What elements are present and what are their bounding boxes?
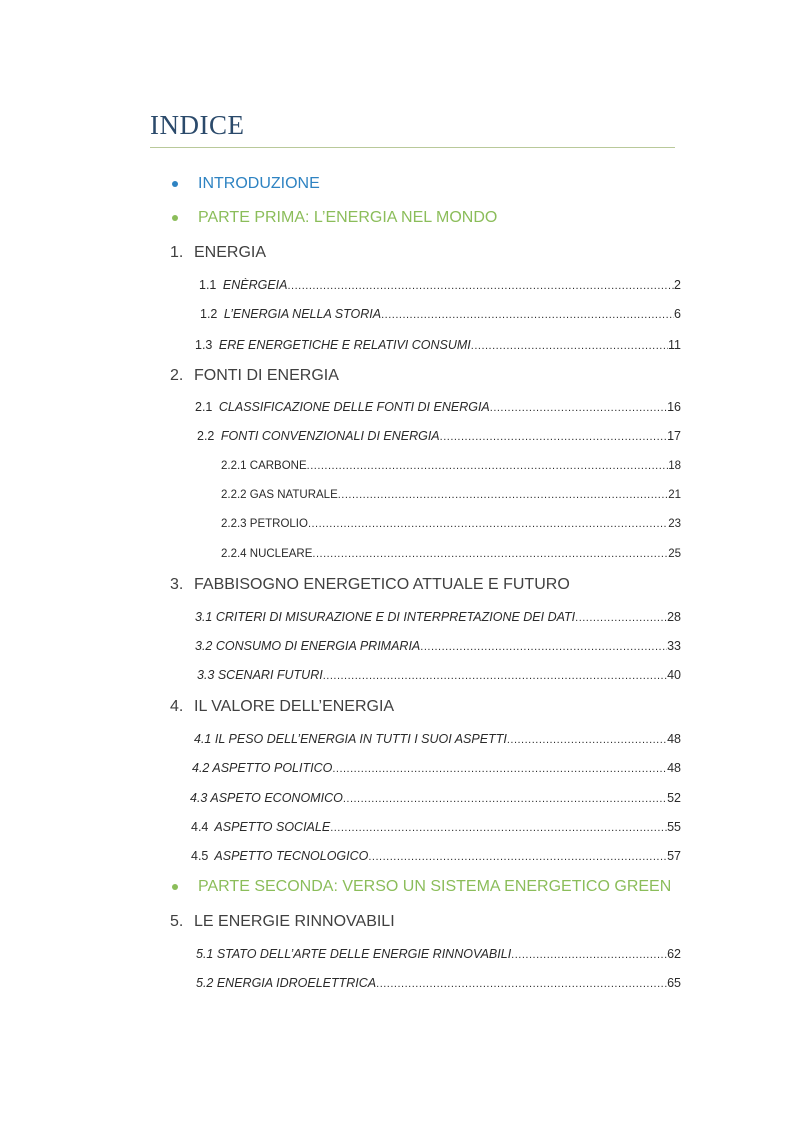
chapter-title: LE ENERGIE RINNOVABILI [194,913,395,930]
toc-intro-label: INTRODUZIONE [198,175,320,192]
leader-dots [332,763,667,775]
toc-entry-2-2-4[interactable] [221,548,681,560]
leader-dots [490,402,667,414]
title-divider [150,147,675,148]
entry-label: 5.1 STATO DELL’ARTE DELLE ENERGIE RINNOVABILI [196,947,512,961]
entry-page: 48 [667,732,681,746]
toc-chapter-4[interactable] [170,698,394,716]
toc-entry-4-4[interactable] [191,820,681,834]
leader-dots [338,489,668,501]
toc-chapter-3[interactable] [170,576,570,594]
chapter-title: IL VALORE DELL’ENERGIA [194,698,395,715]
entry-page: 11 [668,338,681,352]
toc-entry-2-2-3[interactable] [221,518,681,530]
leader-dots [440,431,667,443]
leader-dots [507,734,667,746]
chapter-number: 3. [170,576,184,593]
toc-chapter-2[interactable] [170,367,339,385]
entry-label: 4.4 ASPETTO SOCIALE [191,820,331,834]
leader-dots [308,518,668,530]
entry-page: 48 [667,761,681,775]
entry-label: 2.2.2 GAS NATURALE [221,489,338,501]
leader-dots [312,548,668,560]
toc-entry-2-2-1[interactable] [221,460,681,472]
entry-label: 1.2 L’ENERGIA NELLA STORIA [200,307,382,321]
entry-label: 5.2 ENERGIA IDROELETTRICA [196,976,377,990]
toc-entry-1-2[interactable] [200,307,681,321]
entry-label: 4.3 ASPETO ECONOMICO [190,791,343,805]
toc-entry-4-3[interactable] [190,791,681,805]
chapter-number: 1. [170,244,184,261]
entry-label: 2.2 FONTI CONVENZIONALI DI ENERGIA [197,429,440,443]
chapter-title: FABBISOGNO ENERGETICO ATTUALE E FUTURO [194,576,570,593]
bullet-icon [172,215,178,221]
toc-entry-3-1[interactable] [195,610,681,624]
entry-page: 62 [667,947,681,961]
leader-dots [511,949,667,961]
leader-dots [307,460,669,472]
toc-entry-1-3[interactable] [195,338,681,352]
chapter-title: FONTI DI ENERGIA [194,367,339,384]
entry-label: 3.1 CRITERI DI MISURAZIONE E DI INTERPRETAZIONE DEI DATI [195,610,576,624]
toc-intro[interactable] [172,175,320,193]
entry-label: 2.1 CLASSIFICAZIONE DELLE FONTI DI ENERGIA [195,400,490,414]
entry-page: 16 [667,400,681,414]
toc-entry-4-2[interactable] [192,761,681,775]
toc-entry-2-2[interactable] [197,429,681,443]
toc-entry-2-1[interactable] [195,400,681,414]
entry-page: 18 [668,460,681,472]
entry-page: 25 [668,548,681,560]
toc-entry-2-2-2[interactable] [221,489,681,501]
entry-label: 1.3 ERE ENERGETICHE E RELATIVI CONSUMI [195,338,471,352]
entry-label: 2.2.3 PETROLIO [221,518,308,530]
entry-label: 4.2 ASPETTO POLITICO [192,761,333,775]
page-title: INDICE [150,110,245,140]
leader-dots [420,641,667,653]
entry-label: 2.2.1 CARBONE [221,460,307,472]
toc-entry-4-1[interactable] [194,732,681,746]
entry-label: 3.3 SCENARI FUTURI [197,668,323,682]
leader-dots [343,793,667,805]
toc-part-one[interactable] [172,209,497,227]
entry-page: 33 [667,639,681,653]
toc-entry-3-2[interactable] [195,639,681,653]
leader-dots [575,612,667,624]
leader-dots [471,340,668,352]
toc-part-two[interactable] [172,878,671,896]
chapter-number: 2. [170,367,184,384]
toc-entry-3-3[interactable] [197,668,681,682]
entry-page: 6 [674,307,681,321]
bullet-icon [172,884,178,890]
entry-page: 65 [667,976,681,990]
toc-chapter-1[interactable] [170,244,266,262]
bullet-icon [172,181,178,187]
entry-page: 23 [668,518,681,530]
entry-page: 28 [667,610,681,624]
entry-page: 40 [667,668,681,682]
entry-page: 17 [667,429,681,443]
toc-entry-1-1[interactable] [199,278,681,292]
toc-chapter-5[interactable] [170,913,395,931]
entry-label: 4.5 ASPETTO TECNOLOGICO [191,849,369,863]
toc-entry-4-5[interactable] [191,849,681,863]
leader-dots [368,851,667,863]
entry-page: 21 [668,489,681,501]
leader-dots [323,670,667,682]
entry-page: 55 [667,820,681,834]
chapter-title: ENERGIA [194,244,267,261]
entry-label: 4.1 IL PESO DELL’ENERGIA IN TUTTI I SUOI ASPETTI [194,732,507,746]
leader-dots [381,309,674,321]
entry-page: 57 [667,849,681,863]
leader-dots [330,822,667,834]
leader-dots [376,978,667,990]
chapter-number: 5. [170,913,184,930]
toc-entry-5-2[interactable] [196,976,681,990]
toc-part-one-label: PARTE PRIMA: L’ENERGIA NEL MONDO [198,209,498,226]
entry-page: 52 [667,791,681,805]
entry-label: 2.2.4 NUCLEARE [221,548,313,560]
entry-page: 2 [674,278,681,292]
toc-entry-5-1[interactable] [196,947,681,961]
chapter-number: 4. [170,698,184,715]
entry-label: 3.2 CONSUMO DI ENERGIA PRIMARIA [195,639,421,653]
leader-dots [287,280,674,292]
toc-part-two-label: PARTE SECONDA: VERSO UN SISTEMA ENERGETICO GREEN [198,878,672,895]
entry-label: 1.1 ENÈRGEIA [199,278,288,292]
